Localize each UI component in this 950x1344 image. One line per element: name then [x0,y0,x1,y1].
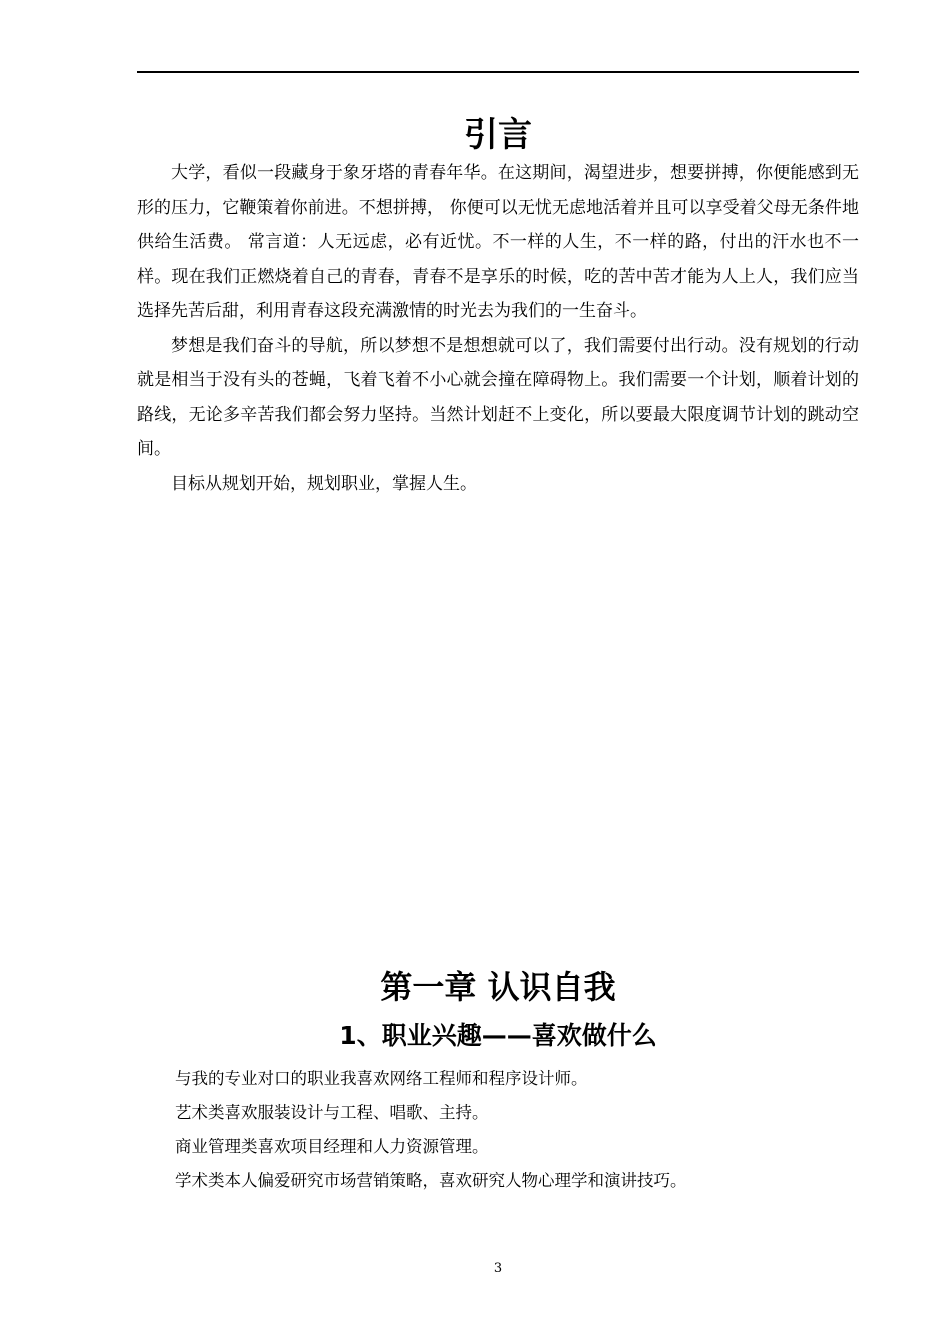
interest-item-arts: 艺术类喜欢服装设计与工程、唱歌、主持。 [175,1103,489,1122]
intro-paragraph-1: 大学，看似一段藏身于象牙塔的青春年华。在这期间，渴望进步，想要拼搏，你便能感到无形的压力，它鞭策着你前进。不想拼搏， 你便可以无忧无虑地活着并且可以享受着父母无条件地供给生活费。 常言道：人无远虑，必有近忧。不一样的人生，不一样的路，付出的汗水也不一样。现在我们正燃烧着自己的青春，青春不是享乐的时候，吃的苦中苦才能为人上人，我们应当选择先苦后甜，利用青春这段充满激情的时光去为我们的一生奋斗。 [137,163,859,321]
interest-item-major: 与我的专业对口的职业我喜欢网络工程师和程序设计师。 [175,1069,588,1088]
interest-item-academic: 学术类本人偏爱研究市场营销策略，喜欢研究人物心理学和演讲技巧。 [175,1171,687,1190]
header-rule [137,71,859,73]
interest-list [175,1062,859,1198]
chapter-title: 第一章 认识自我 [380,968,616,1006]
intro-body [137,156,859,501]
section-title: 1、职业兴趣——喜欢做什么 [339,1021,657,1050]
intro-title: 引言 [464,115,532,155]
interest-item-business: 商业管理类喜欢项目经理和人力资源管理。 [175,1137,489,1156]
intro-paragraph-3: 目标从规划开始，规划职业，掌握人生。 [171,473,477,494]
intro-paragraph-2: 梦想是我们奋斗的导航，所以梦想不是想想就可以了，我们需要付出行动。没有规划的行动就是相当于没有头的苍蝇，飞着飞着不小心就会撞在障碍物上。我们需要一个计划，顺着计划的路线，无论多辛苦我们都会努力坚持。当然计划赶不上变化，所以要最大限度调节计划的跳动空间。 [137,335,859,459]
page-number: 3 [493,1261,503,1276]
